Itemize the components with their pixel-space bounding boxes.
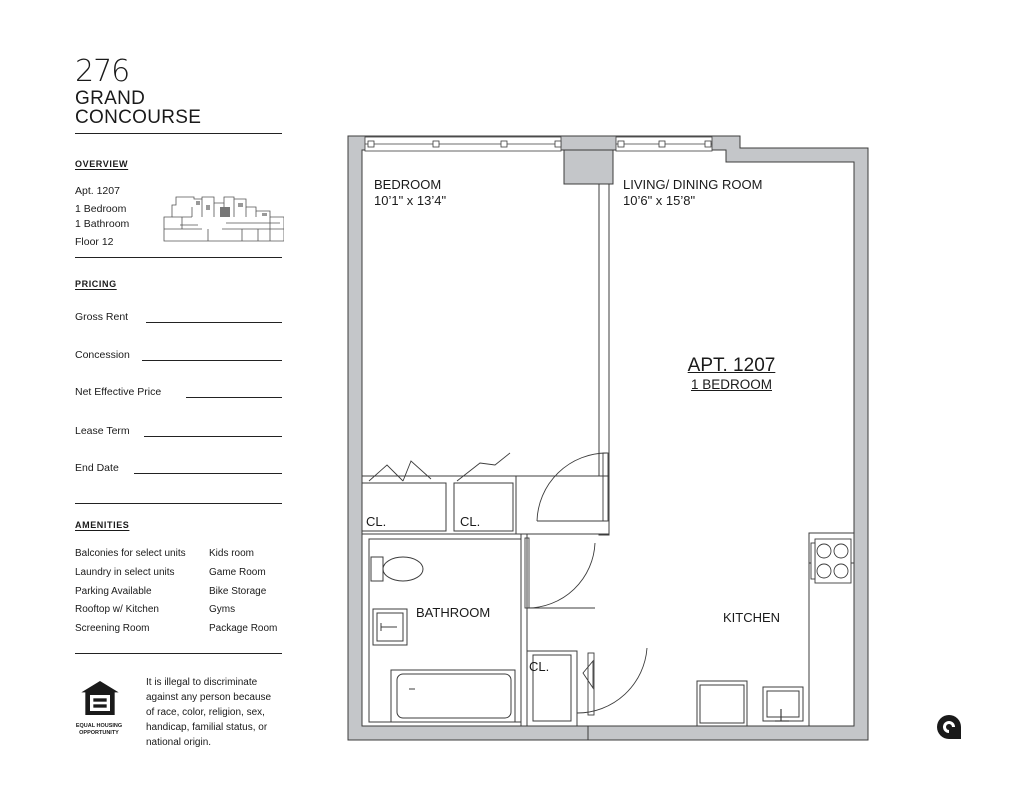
apartment-plan-title xyxy=(634,355,829,392)
bathroom-label: BATHROOM xyxy=(416,605,491,620)
closet-label: CL. xyxy=(460,514,481,529)
overview-title: OVERVIEW xyxy=(75,159,129,169)
fill-in-line xyxy=(142,360,282,361)
amenity-item: Rooftop w/ Kitchen xyxy=(75,604,159,615)
amenity-item: Balconies for select units xyxy=(75,548,186,559)
divider xyxy=(75,503,282,504)
amenity-item: Package Room xyxy=(209,623,278,634)
price-label: Lease Term xyxy=(75,425,130,437)
amenity-item: Screening Room xyxy=(75,623,150,634)
kitchen-label: KITCHEN xyxy=(723,610,781,625)
price-row-concession xyxy=(75,349,282,365)
statement-line: It is illegal to discriminate xyxy=(146,677,258,688)
equal-housing-icon xyxy=(78,679,122,719)
floor-number: Floor 12 xyxy=(75,236,114,248)
statement-line: against any person because xyxy=(146,692,272,703)
logo-line-grand: GRAND xyxy=(75,88,146,109)
price-label: End Date xyxy=(75,462,119,474)
divider xyxy=(75,257,282,258)
brand-logo-icon xyxy=(936,714,962,740)
bedroom-name: BEDROOM xyxy=(374,177,442,192)
statement-line: national origin. xyxy=(146,737,212,748)
price-label: Gross Rent xyxy=(75,311,129,323)
logo-line-concourse: CONCOURSE xyxy=(75,107,202,128)
equal-housing-caption-line: OPPORTUNITY xyxy=(79,730,119,736)
bedroom-dimensions: 10’1" x 13’4" xyxy=(374,193,447,208)
statement-line: handicap, familial status, or xyxy=(146,722,268,733)
equal-housing-caption xyxy=(69,723,129,737)
amenity-item: Game Room xyxy=(209,567,266,578)
closet-label: CL. xyxy=(366,514,387,529)
divider xyxy=(75,653,282,654)
fair-housing-statement xyxy=(146,675,286,750)
bedroom-count: 1 Bedroom xyxy=(75,203,127,215)
amenity-item: Laundry in select units xyxy=(75,567,175,578)
amenities-title: AMENITIES xyxy=(75,520,130,530)
apartment-plan-number: APT. 1207 xyxy=(687,355,776,376)
key-plan-diagram xyxy=(162,195,284,245)
fill-in-line xyxy=(144,436,282,437)
apartment-plan-type: 1 BEDROOM xyxy=(690,377,772,392)
living-room-label xyxy=(623,177,762,209)
price-row-net-effective xyxy=(75,386,282,402)
divider xyxy=(75,133,282,134)
living-room-name: LIVING/ DINING ROOM xyxy=(623,177,763,192)
bathroom-count: 1 Bathroom xyxy=(75,218,130,230)
price-label: Concession xyxy=(75,349,130,361)
price-row-lease-term xyxy=(75,425,282,441)
price-row-gross-rent xyxy=(75,311,282,327)
logo-number: 276 xyxy=(75,54,130,89)
statement-line: of race, color, religion, sex, xyxy=(146,707,265,718)
amenity-item: Bike Storage xyxy=(209,586,267,597)
fill-in-line xyxy=(134,473,282,474)
bedroom-label xyxy=(374,177,446,209)
amenity-item: Parking Available xyxy=(75,586,152,597)
floor-plan xyxy=(345,133,875,745)
pricing-title: PRICING xyxy=(75,279,117,289)
fill-in-line xyxy=(186,397,282,398)
living-room-dimensions: 10’6" x 15’8" xyxy=(623,193,696,208)
building-logo xyxy=(75,55,225,130)
amenity-item: Kids room xyxy=(209,548,255,559)
closet-label: CL. xyxy=(529,659,550,674)
amenity-item: Gyms xyxy=(209,604,236,615)
equal-housing-caption-line: EQUAL HOUSING xyxy=(75,723,123,729)
price-label: Net Effective Price xyxy=(75,386,162,398)
price-row-end-date xyxy=(75,462,282,478)
fill-in-line xyxy=(146,322,282,323)
apartment-number: Apt. 1207 xyxy=(75,185,120,197)
